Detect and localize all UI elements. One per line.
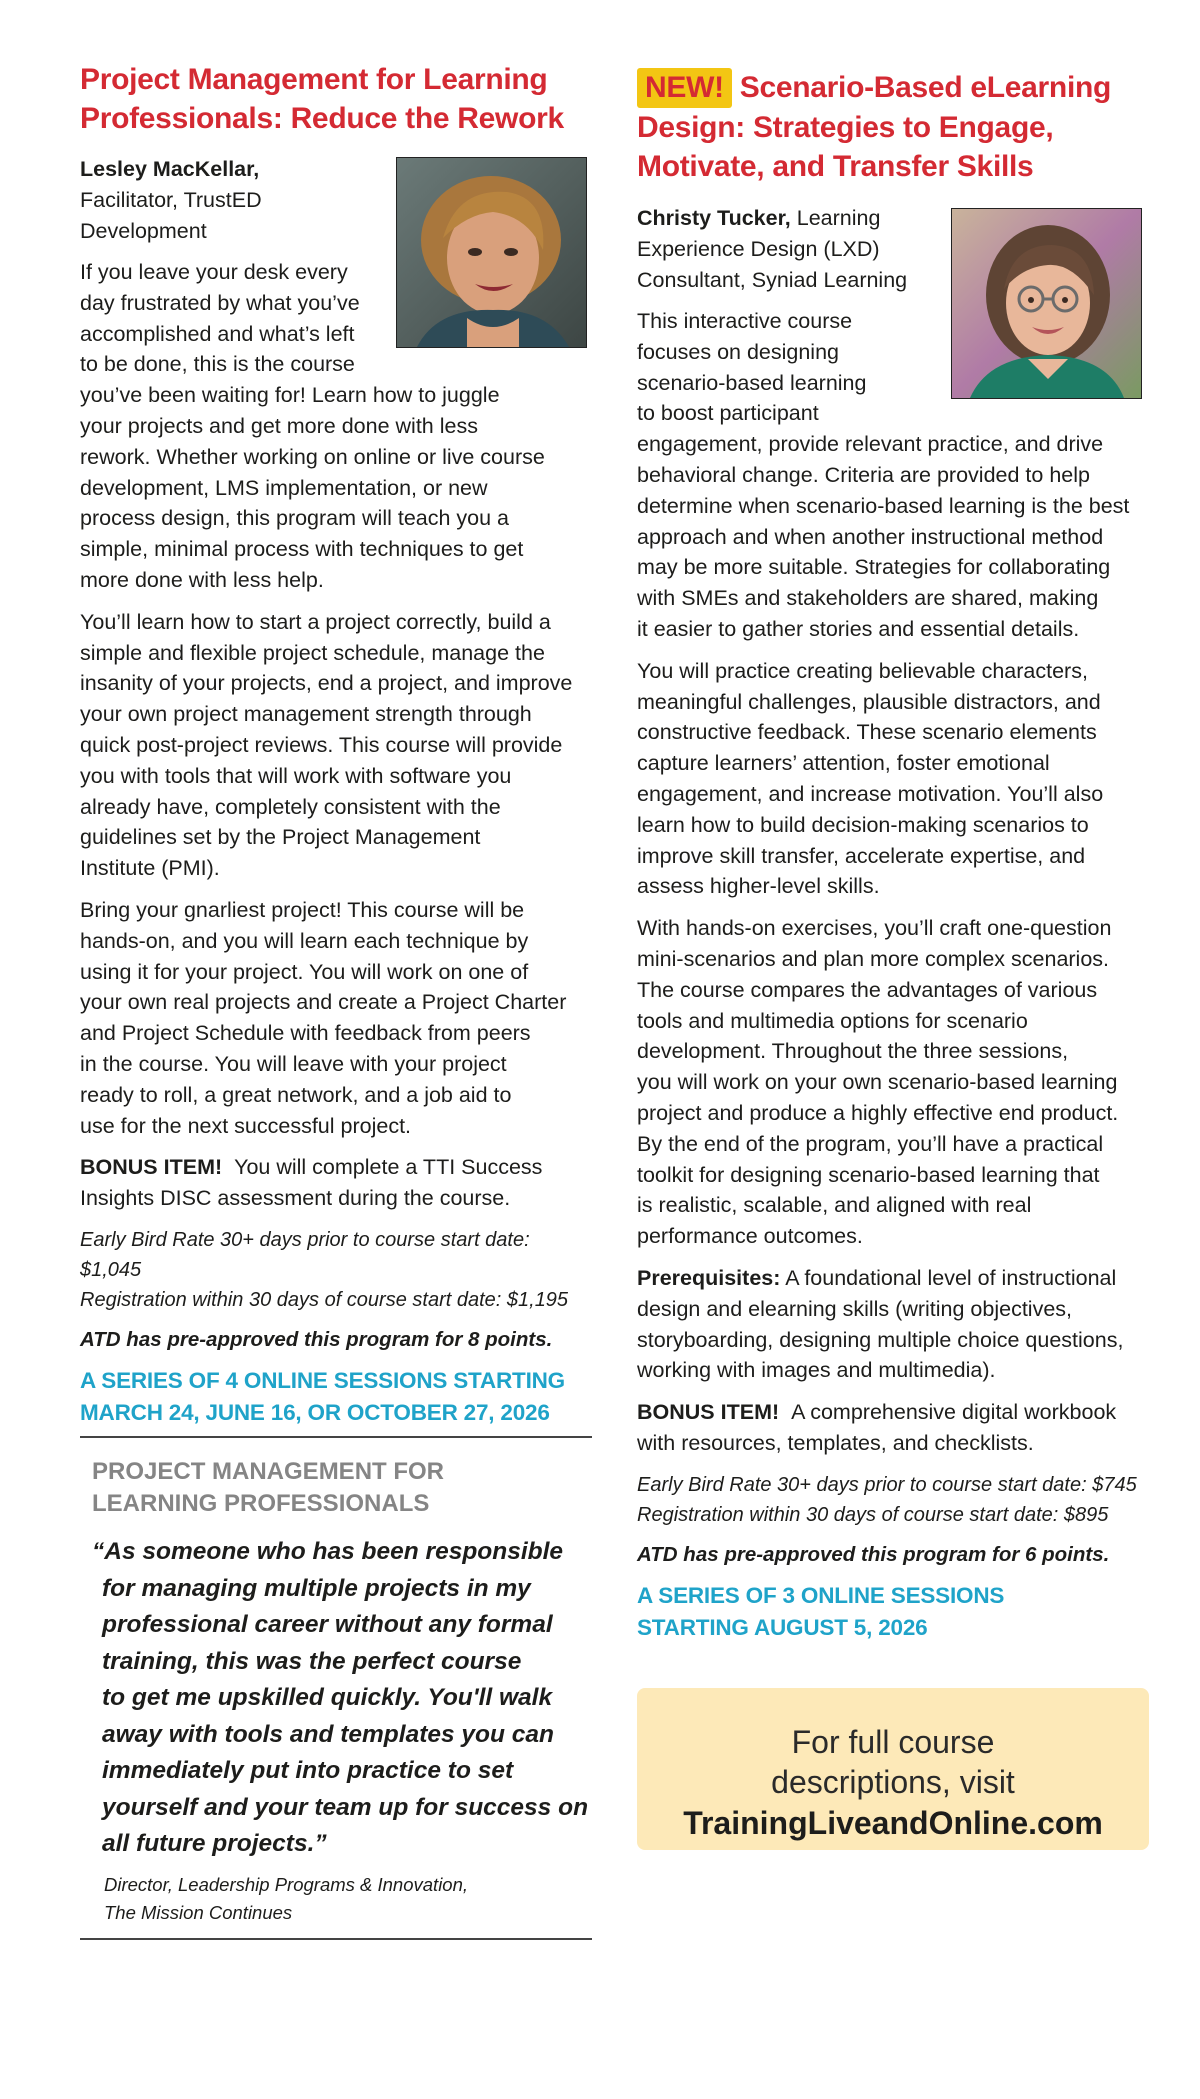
prerequisites	[637, 1263, 1152, 1386]
registration-rate: Registration within 30 days of course start date: $895	[637, 1503, 1109, 1526]
text-line: mini-scenarios and plan more complex scenarios.	[637, 946, 1110, 971]
text-line: improve skill transfer, accelerate expertise, and	[637, 843, 1086, 868]
atd-points: ATD has pre-approved this program for 6 points.	[637, 1542, 1110, 1566]
testimonial-block	[92, 1456, 592, 1927]
text-line: using it for your project. You will work on one of	[80, 959, 529, 984]
text-line: Institute (PMI).	[80, 856, 220, 881]
text-line: is realistic, scalable, and aligned with real	[637, 1193, 1032, 1218]
early-bird-rate: Early Bird Rate 30+ days prior to course start date: $745	[637, 1473, 1137, 1496]
text-line: meaningful challenges, plausible distractors, and	[637, 689, 1101, 714]
text-line: You’ll learn how to start a project correctly, build a	[80, 609, 551, 634]
testimonial-heading: PROJECT MANAGEMENT FOR	[92, 1458, 445, 1485]
text-line: Bring your gnarliest project! This course will be	[80, 897, 525, 922]
right-description-p3	[637, 913, 1152, 1252]
left-bonus-item	[80, 1152, 590, 1214]
prereq-label: Prerequisites:	[637, 1265, 781, 1290]
quote-line: “As someone who has been responsible	[92, 1538, 564, 1565]
left-series-dates	[80, 1365, 590, 1429]
divider-top	[80, 1436, 592, 1438]
quote-line: immediately put into practice to set	[102, 1757, 514, 1784]
text-line: may be more suitable. Strategies for collaborating	[637, 555, 1111, 580]
quote-line: to get me upskilled quickly. You'll walk	[102, 1684, 553, 1711]
text-line: behavioral change. Criteria are provided to help	[637, 462, 1090, 487]
instructor-role: Experience Design (LXD)	[637, 236, 880, 261]
instructor-role: Facilitator, TrustED	[80, 187, 262, 212]
text-line: to boost participant	[637, 401, 819, 426]
text-line: your projects and get more done with less	[80, 413, 478, 438]
text-line: with SMEs and stakeholders are shared, making	[637, 586, 1099, 611]
text-line: The course compares the advantages of various	[637, 977, 1098, 1002]
text-line: day frustrated by what you’ve	[80, 290, 360, 315]
bonus-text: with resources, templates, and checklists.	[637, 1430, 1034, 1455]
text-line: simple and flexible project schedule, manage the	[80, 640, 545, 665]
text-line: your own project management strength through	[80, 702, 532, 727]
text-line: constructive feedback. These scenario elements	[637, 720, 1097, 745]
bonus-text: A comprehensive digital workbook	[791, 1400, 1117, 1425]
right-instructor-block	[637, 203, 937, 295]
text-line: process design, this program will teach you a	[80, 506, 510, 531]
right-series-dates	[637, 1580, 1152, 1644]
right-description-p1	[637, 306, 1152, 1644]
quote-line: yourself and your team up for success on	[102, 1793, 589, 1821]
text-line: quick post-project reviews. This course will provide	[80, 732, 563, 757]
instructor-role: Learning	[796, 206, 881, 230]
text-line: hands-on, and you will learn each technique by	[80, 928, 529, 953]
text-line: scenario-based learning	[637, 370, 867, 395]
text-line: insanity of your projects, end a project, and improve	[80, 671, 573, 696]
bonus-label: BONUS ITEM!	[637, 1400, 780, 1425]
divider-bottom	[80, 1938, 592, 1940]
text-line: it easier to gather stories and essential details.	[637, 616, 1080, 641]
cta-line: descriptions, visit	[771, 1764, 1015, 1800]
right-bonus-item	[637, 1397, 1152, 1459]
quote-line: all future projects.”	[102, 1830, 327, 1857]
instructor-role: Development	[80, 218, 207, 243]
prereq-text: design and elearning skills (writing objectives,	[637, 1296, 1072, 1321]
title-line: Scenario-Based eLearning	[739, 71, 1112, 104]
attribution-line: The Mission Continues	[104, 1901, 293, 1923]
right-course-title	[637, 68, 1147, 186]
text-line: simple, minimal process with techniques to get	[80, 537, 524, 562]
series-line: STARTING AUGUST 5, 2026	[637, 1614, 928, 1640]
text-line: development, LMS implementation, or new	[80, 475, 488, 500]
left-course-title	[80, 60, 590, 138]
right-description-p2	[637, 656, 1152, 902]
testimonial-attribution	[92, 1871, 592, 1927]
text-line: tools and multimedia options for scenario	[637, 1008, 1028, 1033]
text-line: determine when scenario-based learning is the best	[637, 493, 1130, 518]
text-line: This interactive course	[637, 309, 853, 333]
early-bird-rate: Early Bird Rate 30+ days prior to course start date: $1,045	[80, 1228, 530, 1281]
text-line: By the end of the program, you’ll have a practical	[637, 1131, 1104, 1156]
text-line: in the course. You will leave with your project	[80, 1051, 507, 1076]
text-line: use for the next successful project.	[80, 1113, 412, 1138]
left-description-p2	[80, 607, 590, 884]
series-line: A SERIES OF 3 ONLINE SESSIONS	[637, 1582, 1005, 1608]
left-pricing	[80, 1225, 590, 1315]
text-line: focuses on designing	[637, 339, 840, 364]
prereq-text: A foundational level of instructional	[785, 1265, 1117, 1290]
text-line: guidelines set by the Project Management	[80, 825, 481, 850]
testimonial-quote	[92, 1534, 592, 1863]
text-line: learn how to build decision-making scenarios to	[637, 812, 1089, 837]
text-line: With hands-on exercises, you’ll craft one-question	[637, 916, 1112, 941]
text-line: accomplished and what’s left	[80, 321, 355, 346]
instructor-role: Consultant, Syniad Learning	[637, 267, 908, 292]
atd-points: ATD has pre-approved this program for 8 points.	[80, 1327, 553, 1351]
new-badge: NEW!	[637, 68, 732, 108]
bonus-text: You will complete a TTI Success	[234, 1155, 543, 1180]
text-line: engagement, provide relevant practice, and drive	[637, 432, 1104, 457]
series-line: MARCH 24, JUNE 16, OR OCTOBER 27, 2026	[80, 1399, 550, 1425]
instructor-name: Lesley MacKellar,	[80, 157, 260, 181]
course-descriptions-callout	[637, 1688, 1149, 1850]
text-line: you with tools that will work with software you	[80, 763, 512, 788]
website-link[interactable]: TrainingLiveandOnline.com	[683, 1805, 1103, 1841]
text-line: rework. Whether working on online or live course	[80, 444, 545, 469]
text-line: If you leave your desk every	[80, 260, 348, 284]
text-line: you’ve been waiting for! Learn how to juggle	[80, 383, 500, 408]
text-line: capture learners’ attention, foster emotional	[637, 751, 1050, 776]
registration-rate: Registration within 30 days of course start date: $1,195	[80, 1288, 569, 1311]
text-line: project and produce a highly effective end product.	[637, 1100, 1119, 1125]
left-description-p1	[80, 257, 590, 1429]
bonus-text: Insights DISC assessment during the course.	[80, 1186, 511, 1211]
text-line: development. Throughout the three sessions,	[637, 1039, 1069, 1064]
text-line: toolkit for designing scenario-based learning that	[637, 1162, 1100, 1187]
prereq-text: working with images and multimedia).	[637, 1358, 996, 1383]
cta-line: For full course	[791, 1724, 995, 1760]
text-line: ready to roll, a great network, and a job aid to	[80, 1082, 512, 1107]
text-line: performance outcomes.	[637, 1224, 863, 1249]
text-line: to be done, this is the course	[80, 352, 355, 377]
text-line: your own real projects and create a Project Charter	[80, 990, 567, 1015]
right-pricing	[637, 1470, 1152, 1530]
text-line: already have, completely consistent with the	[80, 794, 501, 819]
text-line: more done with less help.	[80, 567, 324, 592]
text-line: You will practice creating believable characters,	[637, 658, 1088, 683]
attribution-line: Director, Leadership Programs & Innovation,	[104, 1873, 469, 1895]
prereq-text: storyboarding, designing multiple choice questions,	[637, 1327, 1124, 1352]
text-line: approach and when another instructional method	[637, 524, 1104, 549]
quote-line: for managing multiple projects in my	[102, 1574, 531, 1602]
text-line: engagement, and increase motivation. You’ll also	[637, 781, 1104, 806]
title-line: Motivate, and Transfer Skills	[637, 150, 1034, 183]
title-line: Professionals: Reduce the Rework	[80, 102, 564, 135]
series-line: A SERIES OF 4 ONLINE SESSIONS STARTING	[80, 1367, 565, 1393]
left-instructor-block	[80, 154, 390, 246]
text-line: you will work on your own scenario-based learning	[637, 1070, 1118, 1095]
quote-line: away with tools and templates you can	[102, 1720, 554, 1748]
title-line: Project Management for Learning	[80, 63, 548, 96]
quote-line: training, this was the perfect course	[102, 1647, 522, 1675]
left-description-p3	[80, 895, 590, 1141]
bonus-label: BONUS ITEM!	[80, 1155, 223, 1180]
quote-line: professional career without any formal	[102, 1611, 553, 1638]
title-line: Design: Strategies to Engage,	[637, 111, 1054, 144]
testimonial-heading: LEARNING PROFESSIONALS	[92, 1490, 430, 1517]
text-line: and Project Schedule with feedback from peers	[80, 1021, 531, 1046]
text-line: assess higher-level skills.	[637, 874, 880, 899]
instructor-name: Christy Tucker,	[637, 206, 791, 230]
